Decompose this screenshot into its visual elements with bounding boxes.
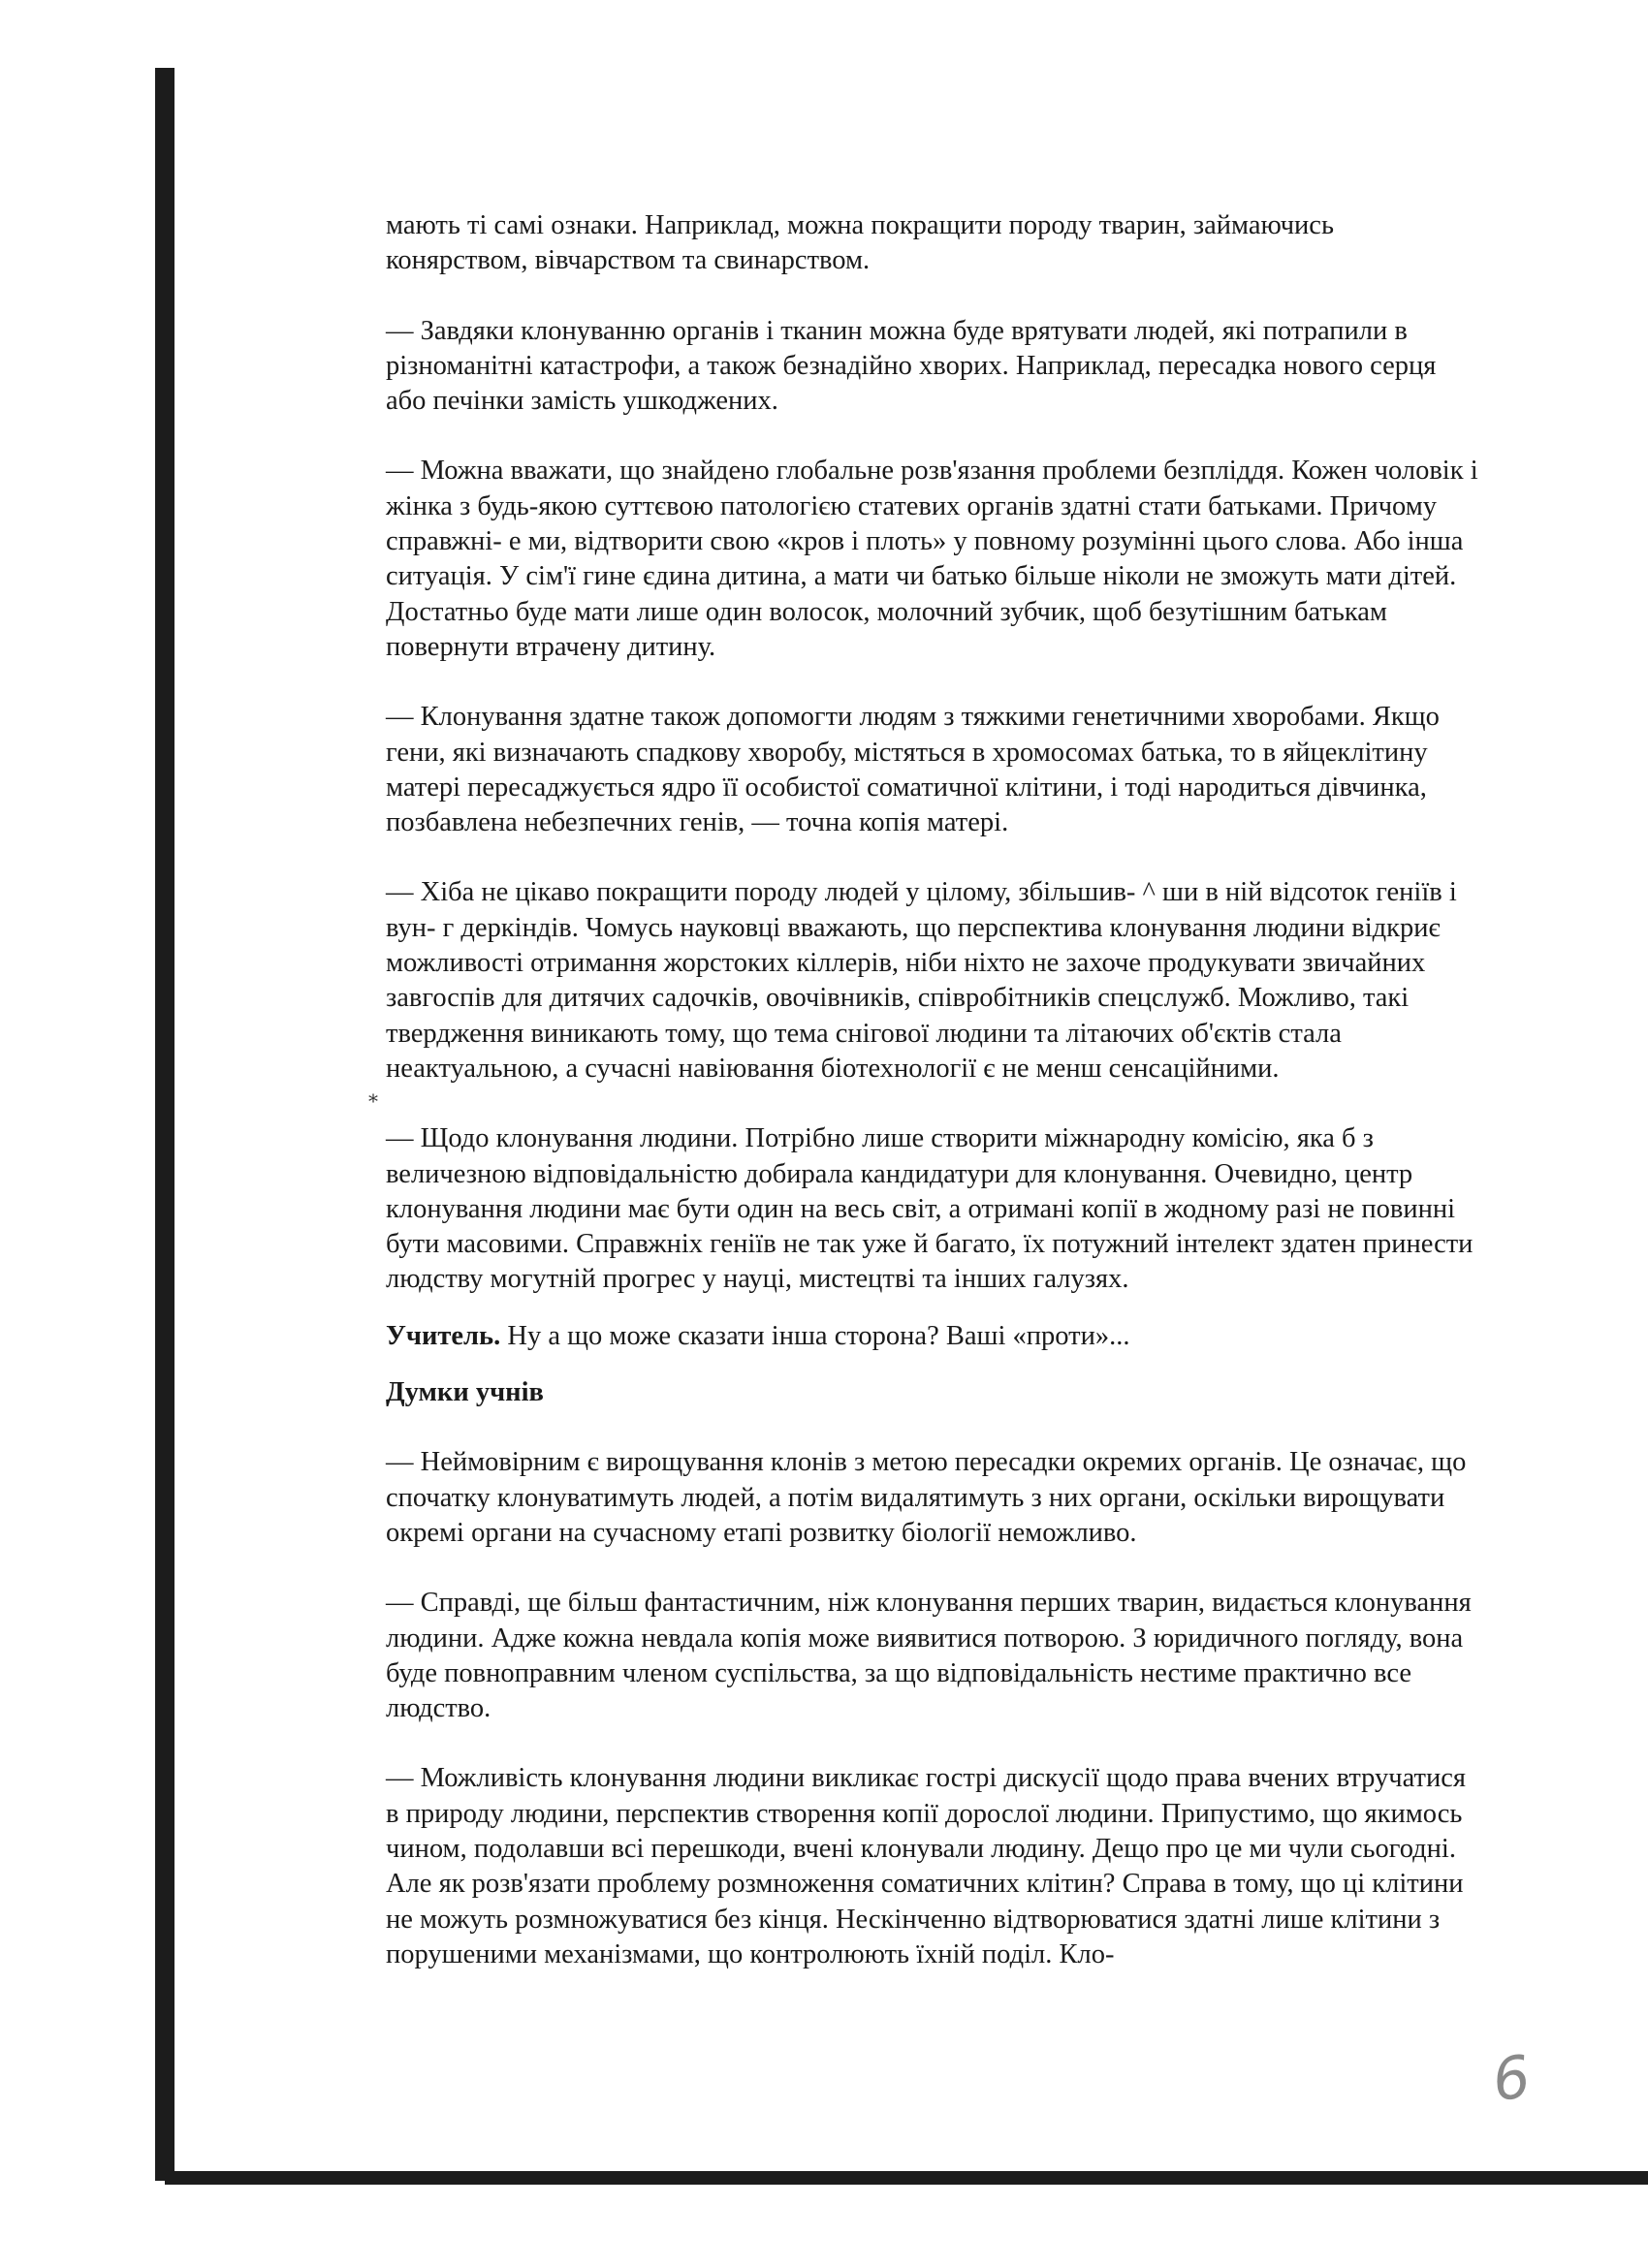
scan-border-left: [155, 68, 174, 2181]
paragraph-3: — Можна вважати, що знайдено глобальне розв'язання проблеми безпліддя. Кожен чоловік і жінка з будь-якою суттєвою патологією статевих органів здатні стати батьками. Причому справжні- е ми, відтворити свою «кров і плоть» у повному розумінні цього слова. Або інша ситуація. У сім'ї гине єдина дитина, а мати чи батько більше ніколи не зможуть мати дітей. Достатньо буде мати лише один волосок, молочний зубчик, щоб безутішним батькам повернути втрачену дитину.: [386, 456, 1478, 662]
paragraph-9: — Можливість клонування людини викликає гострі дискусії щодо права вчених втручатися в природу людини, перспектив створення копії дорослої людини. Припустимо, що якимось чином, подолавши всі перешкоди, вчені клонували людину. Дещо про це ми чули сьогодні. Але як розв'язати проблему розмноження соматичних клітин? Справа в тому, що ці клітини не можуть розмножуватися без кінця. Нескінченно відтворюватися здатні лише клітини з порушеними механізмами, що контролюють їхній поділ. Кло-: [386, 1763, 1467, 1969]
teacher-label: Учитель.: [386, 1320, 501, 1351]
paragraph-7: — Неймовірним є вирощування клонів з метою пересадки окремих органів. Це означає, що спочатку клонуватимуть людей, а потім видалятимуть з них органи, оскільки вирощувати окремі органи на сучасному етапі розвитку біології неможливо.: [386, 1447, 1467, 1548]
teacher-text: Ну а що може сказати інша сторона? Ваші «проти»...: [500, 1320, 1130, 1351]
document-body: [386, 208, 1481, 2007]
paragraph-6: — Щодо клонування людини. Потрібно лише створити міжнародну комісію, яка б з величезною відповідальністю добирала кандидатури для клонування. Очевидно, центр клонування людини має бути один на весь світ, а отримані копії в жодному разі не повинні бути масовими. Справжніх геніїв не так уже й багато, їх потужний інтелект здатен принести людству могутній прогрес у науці, мистецтві та інших галузях.: [386, 1123, 1474, 1295]
paragraph-4: — Клонування здатне також допомогти людям з тяжкими генетичними хворобами. Якщо гени, які визначають спадкову хворобу, містяться в хромосомах батька, то в яйцеклітину матері пересаджується ядро її особистої соматичної клітини, і тоді народиться дівчинка, позбавлена небезпечних генів, — точна копія матері.: [386, 702, 1440, 838]
paragraph-8: — Справді, ще більш фантастичним, ніж клонування перших тварин, видається клонування людини. Адже кожна невдала копія може виявитися потворою. З юридичного погляду, вона буде повноправним членом суспільства, за що відповідальність нестиме практично все людство.: [386, 1588, 1472, 1724]
paragraph-1: мають ті самі ознаки. Наприклад, можна покращити породу тварин, займаючись конярством, вівчарством та свинарством.: [386, 210, 1334, 276]
paragraph-2: — Завдяки клонуванню органів і тканин можна буде врятувати людей, які потрапили в різноманітні катастрофи, а також безнадійно хворих. Наприклад, пересадка нового серця або печінки замість ушкоджених.: [386, 315, 1437, 417]
teacher-line: [386, 1319, 1481, 1354]
students-heading: Думки учнів: [386, 1377, 544, 1408]
scan-border-bottom: [165, 2171, 1648, 2185]
page-number: 6: [1488, 2042, 1535, 2116]
paragraph-5: — Хіба не цікаво покращити породу людей у цілому, збільшив- ^ ши в ній відсоток геніїв і вун- г деркіндів. Чомусь науковці вважають, що перспектива клонування людини відкриє можливості отримання жорстоких кіллерів, ніби ніхто не захоче продукувати звичайних завгоспів для дитячих садочків, овочівників, співробітників спецслужб. Можливо, такі твердження виникають тому, що тема снігової людини та літаючих об'єктів стала неактуальною, а сучасні навіювання біотехнології є не менш сенсаційними.: [386, 877, 1457, 1084]
stray-mark: ⁎: [368, 1086, 378, 1107]
